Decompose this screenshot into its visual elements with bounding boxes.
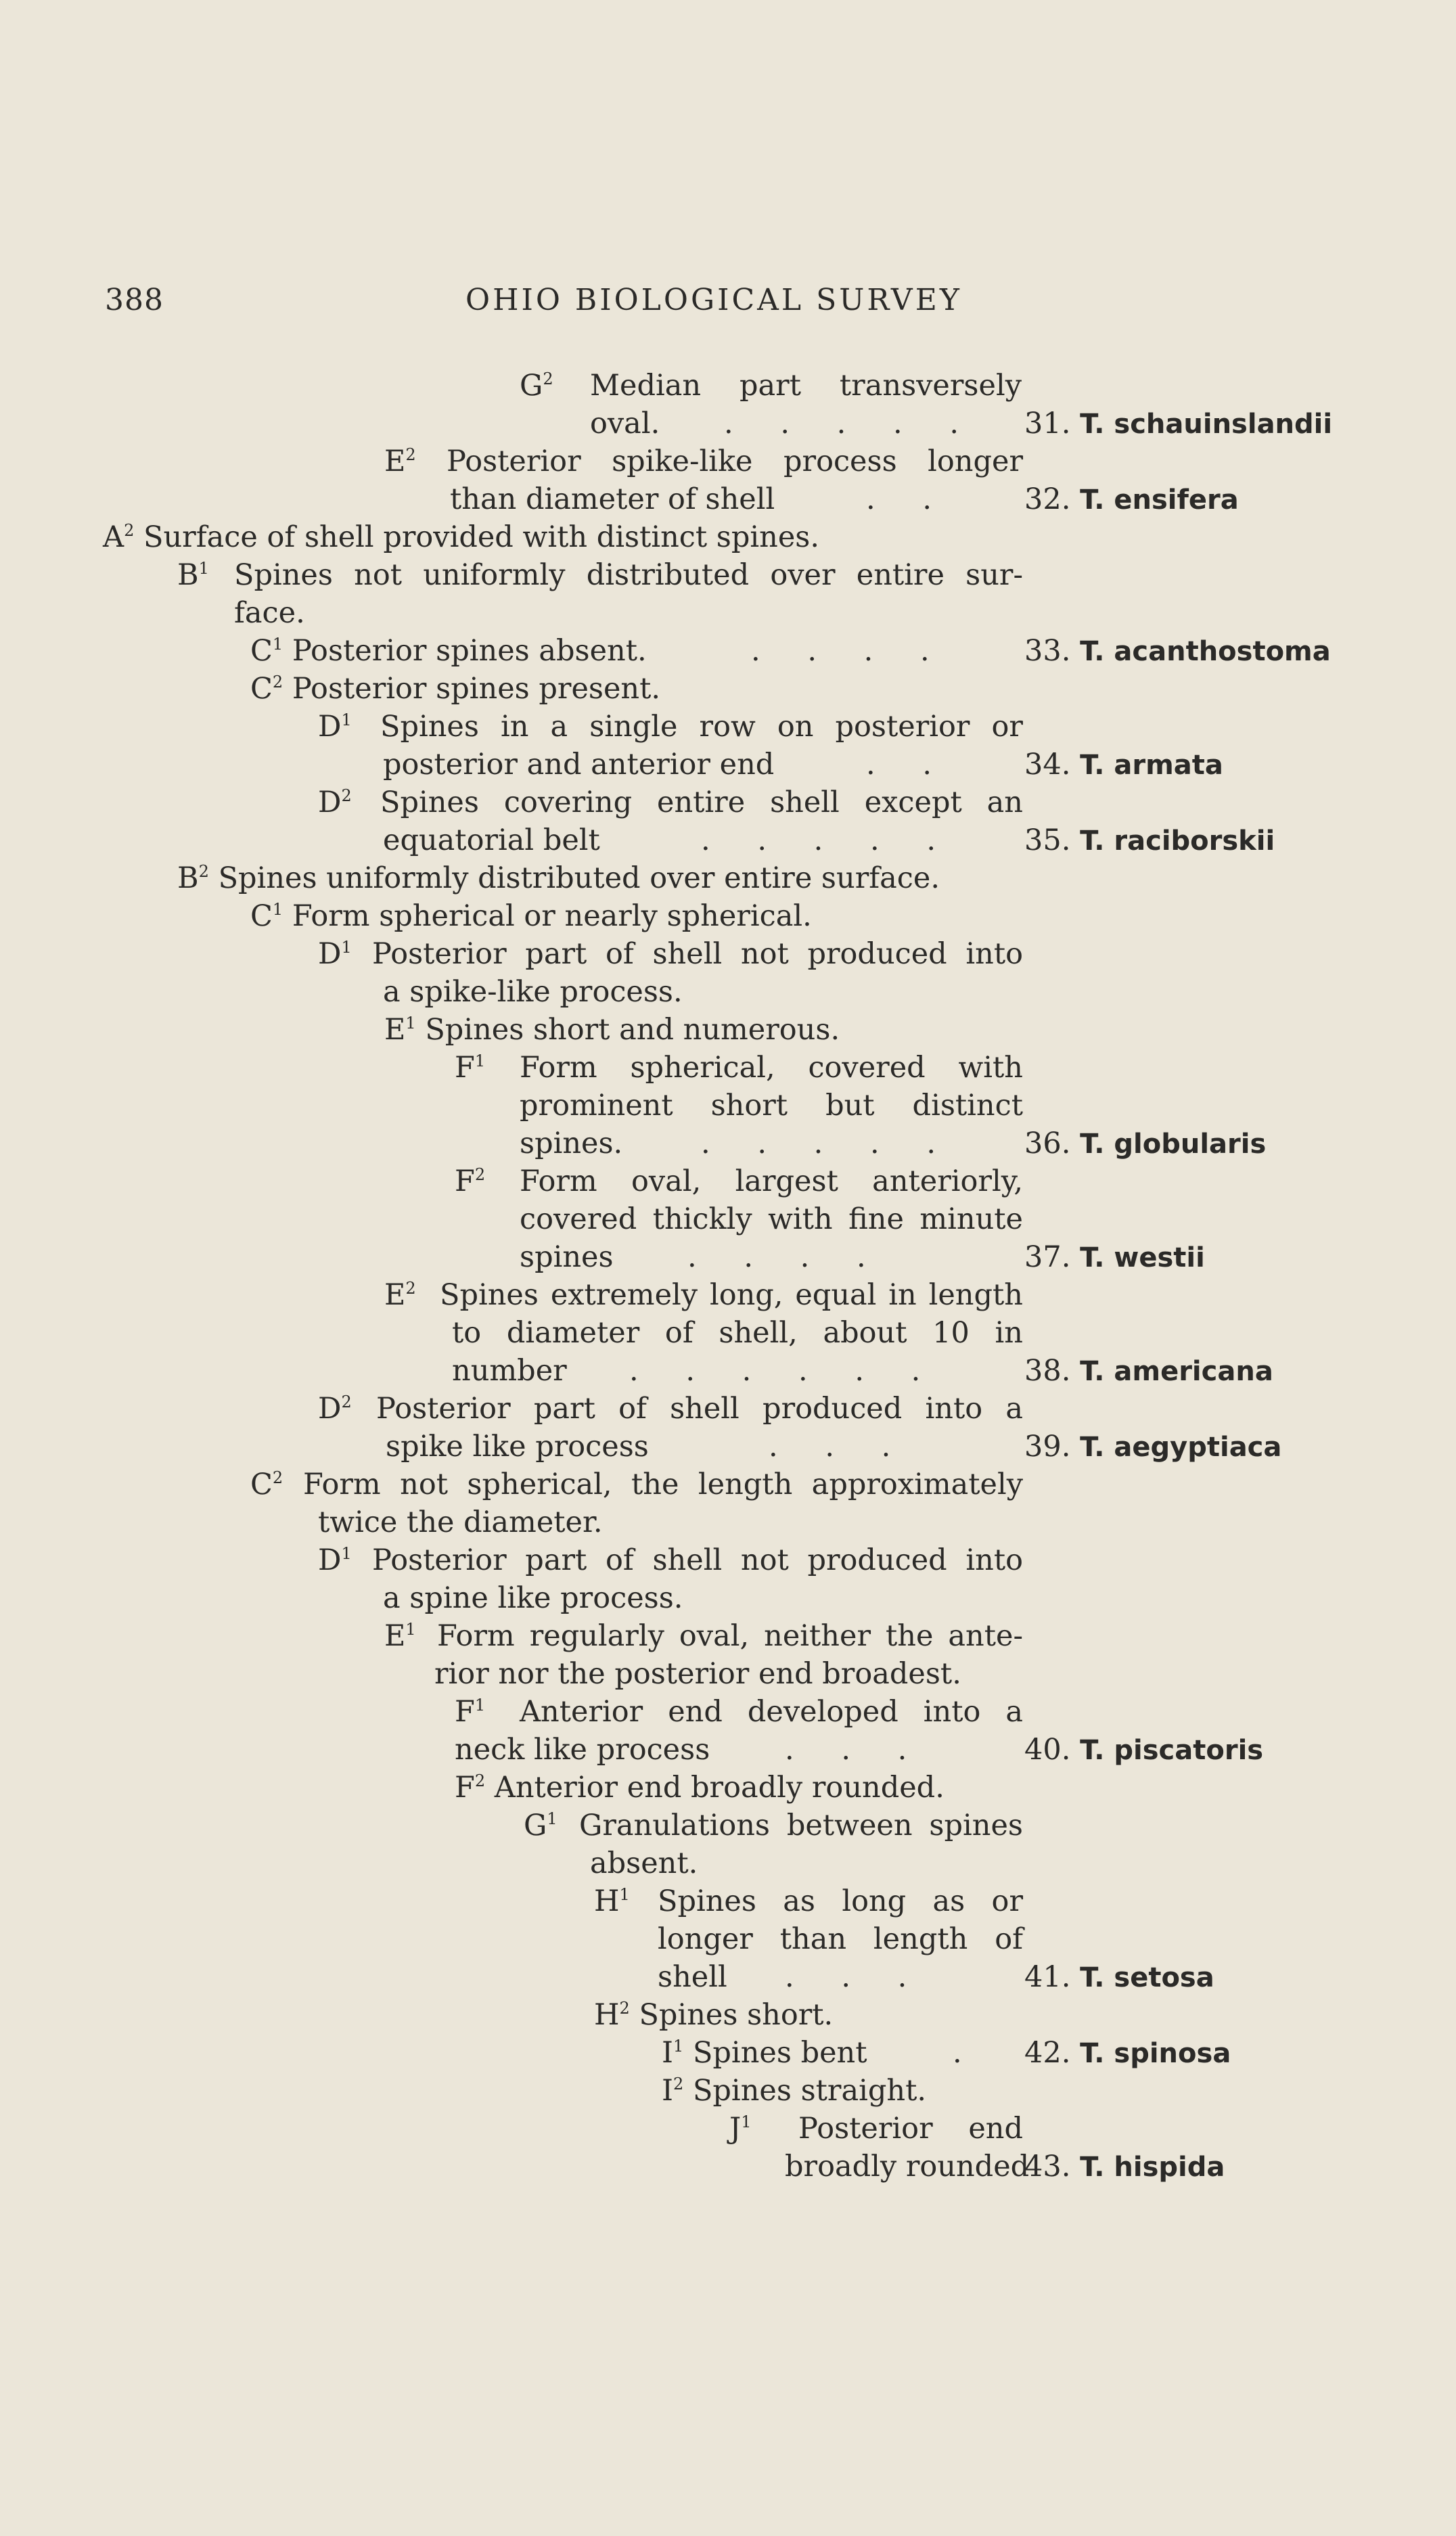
key-result-35: 35. T. raciborskii (1024, 823, 1275, 857)
leader-dots: . . . . . (701, 823, 955, 857)
key-entry-c2 (250, 670, 660, 708)
key-label: $C^1$ (250, 899, 283, 933)
key-result-32: 32. T. ensifera (1024, 482, 1239, 516)
key-entry-b1 (177, 556, 209, 594)
key-text: Form spherical, covered with (520, 1051, 1023, 1085)
key-text: equatorial belt (383, 823, 600, 857)
key-label: $D^1$ (318, 1543, 352, 1577)
key-result-39: 39. T. aegyptiaca (1024, 1430, 1282, 1464)
leader-dots: . (953, 2036, 981, 2070)
key-text: rior nor the posterior end broadest. (434, 1657, 961, 1691)
key-label: $E^2$ (384, 445, 416, 478)
key-text: longer than length of (658, 1922, 1023, 1956)
key-entry-d1 (318, 708, 352, 746)
key-text: Posterior end (798, 2112, 1023, 2146)
key-text: neck like process (455, 1733, 710, 1767)
key-text: Spines short. (639, 1998, 834, 2032)
key-text: Granulations between spines (579, 1809, 1023, 1842)
key-label: $F^2$ (455, 1771, 486, 1805)
key-text: Posterior part of shell not produced into (372, 937, 1023, 971)
key-label: $C^2$ (250, 1468, 283, 1501)
key-entry-c2 (250, 1466, 283, 1503)
key-label: $B^2$ (177, 861, 209, 895)
key-text: Posterior part of shell not produced into (372, 1543, 1023, 1577)
key-text: Spines short and numerous. (425, 1013, 840, 1047)
key-text: Spines as long as or (658, 1884, 1023, 1918)
key-label: $E^1$ (384, 1013, 416, 1047)
key-result-41: 41. T. setosa (1024, 1960, 1214, 1994)
key-entry-f2 (455, 1162, 485, 1200)
key-result-31: 31. T. schauinslandii (1024, 407, 1333, 440)
leader-dots: . . . . . (724, 407, 978, 440)
key-entry-f2 (455, 1769, 945, 1807)
key-text: absent. (590, 1847, 698, 1880)
key-text: Posterior spike-like process longer (447, 445, 1023, 478)
key-entry-e2 (384, 1276, 416, 1314)
leader-dots: . . . . (687, 1240, 885, 1274)
key-text: spike like process (386, 1430, 649, 1464)
page-number: 388 (105, 283, 164, 317)
key-text: face. (234, 596, 305, 630)
key-result-36: 36. T. globularis (1024, 1127, 1267, 1160)
key-text: number (452, 1354, 567, 1388)
key-entry-j1 (729, 2110, 752, 2148)
key-text: oval. (590, 407, 660, 440)
key-entry-c1 (250, 632, 647, 670)
leader-dots: . . . . (751, 634, 949, 668)
key-label: $D^2$ (318, 1392, 352, 1426)
key-text: Form spherical or nearly spherical. (292, 899, 812, 933)
key-entry-i1 (662, 2034, 867, 2072)
key-text: posterior and anterior end (383, 748, 775, 782)
key-entry-e2 (384, 443, 416, 480)
key-entry-h1 (594, 1882, 630, 1920)
key-text: Spines straight. (692, 2074, 927, 2108)
key-label: $D^2$ (318, 786, 352, 819)
key-label: $F^2$ (455, 1164, 486, 1198)
key-entry-d2 (318, 784, 352, 821)
key-text: Spines bent (692, 2036, 867, 2070)
key-text: covered thickly with fine minute (520, 1202, 1023, 1236)
key-label: $H^2$ (594, 1998, 630, 2032)
key-label: $B^1$ (177, 558, 209, 592)
key-entry-a2 (103, 518, 819, 556)
key-label: $A^2$ (103, 520, 135, 554)
running-head: OHIO BIOLOGICAL SURVEY (465, 283, 962, 317)
key-text: Median part transversely (590, 369, 1022, 403)
key-text: Spines uniformly distributed over entire surface. (218, 861, 940, 895)
key-result-42: 42. T. spinosa (1024, 2036, 1231, 2070)
key-entry-b2 (177, 859, 940, 897)
key-entry-c1 (250, 897, 812, 935)
key-label: $C^2$ (250, 672, 283, 706)
key-entry-e1 (384, 1011, 840, 1049)
key-label: $F^1$ (455, 1051, 486, 1085)
key-label: $D^1$ (318, 937, 352, 971)
key-text: shell (658, 1960, 727, 1994)
leader-dots: . . (866, 748, 951, 782)
key-text: Posterior part of shell produced into a (376, 1392, 1023, 1426)
key-text: Form oval, largest anteriorly, (520, 1164, 1023, 1198)
key-label: $H^1$ (594, 1884, 630, 1918)
key-entry-f1 (455, 1693, 485, 1731)
key-text: to diameter of shell, about 10 in (452, 1316, 1023, 1350)
key-label: $E^2$ (384, 1278, 416, 1312)
key-entry-g1 (524, 1807, 558, 1844)
key-entry-d2 (318, 1390, 352, 1428)
key-text: spines (520, 1240, 614, 1274)
key-label: $G^1$ (524, 1809, 558, 1842)
key-entry-i2 (662, 2072, 926, 2110)
key-entry-f1 (455, 1049, 485, 1087)
key-text: Form regularly oval, neither the ante- (437, 1619, 1023, 1653)
key-text: Spines extremely long, equal in length (440, 1278, 1023, 1312)
key-label: $I^1$ (662, 2036, 684, 2070)
key-text: a spine like process. (383, 1581, 683, 1615)
key-text: Spines covering entire shell except an (380, 786, 1023, 819)
leader-dots: . . . (769, 1430, 910, 1464)
key-text: Spines in a single row on posterior or (380, 710, 1023, 744)
leader-dots: . . . (785, 1733, 926, 1767)
leader-dots: . . (866, 482, 951, 516)
key-result-37: 37. T. westii (1024, 1240, 1205, 1274)
key-label: $F^1$ (455, 1695, 486, 1729)
key-text: prominent short but distinct (520, 1089, 1023, 1123)
key-text: Anterior end developed into a (520, 1695, 1023, 1729)
leader-dots: . . . . . . (629, 1354, 940, 1388)
key-text: Spines not uniformly distributed over entire sur- (234, 558, 1023, 592)
key-entry-e1 (384, 1617, 416, 1655)
key-result-34: 34. T. armata (1024, 748, 1223, 782)
key-label: $I^2$ (662, 2074, 684, 2108)
key-label: $C^1$ (250, 634, 283, 668)
key-result-38: 38. T. americana (1024, 1354, 1273, 1388)
key-entry-d1 (318, 1541, 352, 1579)
key-result-40: 40. T. piscatoris (1024, 1733, 1264, 1767)
key-label: $G^2$ (520, 369, 553, 403)
key-text: Surface of shell provided with distinct spines. (143, 520, 820, 554)
key-entry-h2 (594, 1996, 833, 2034)
leader-dots: . . . . . (701, 1127, 955, 1160)
key-label: $E^1$ (384, 1619, 416, 1653)
key-text: twice the diameter. (318, 1505, 603, 1539)
key-text: broadly rounded (785, 2150, 1030, 2183)
key-text: Anterior end broadly rounded. (494, 1771, 945, 1805)
key-result-43: 43. T. hispida (1024, 2150, 1225, 2183)
key-text: spines. (520, 1127, 623, 1160)
key-label: $D^1$ (318, 710, 352, 744)
key-entry-d1 (318, 935, 352, 973)
key-result-33: 33. T. acanthostoma (1024, 634, 1331, 668)
key-entry-g2 (520, 367, 553, 405)
key-text: than diameter of shell (450, 482, 775, 516)
key-text: Form not spherical, the length approximately (303, 1468, 1023, 1501)
key-text: a spike-like process. (383, 975, 683, 1009)
key-label: $J^1$ (729, 2112, 752, 2146)
key-text: Posterior spines absent. (292, 634, 647, 668)
leader-dots: . . . (785, 1960, 926, 1994)
key-text: Posterior spines present. (292, 672, 661, 706)
